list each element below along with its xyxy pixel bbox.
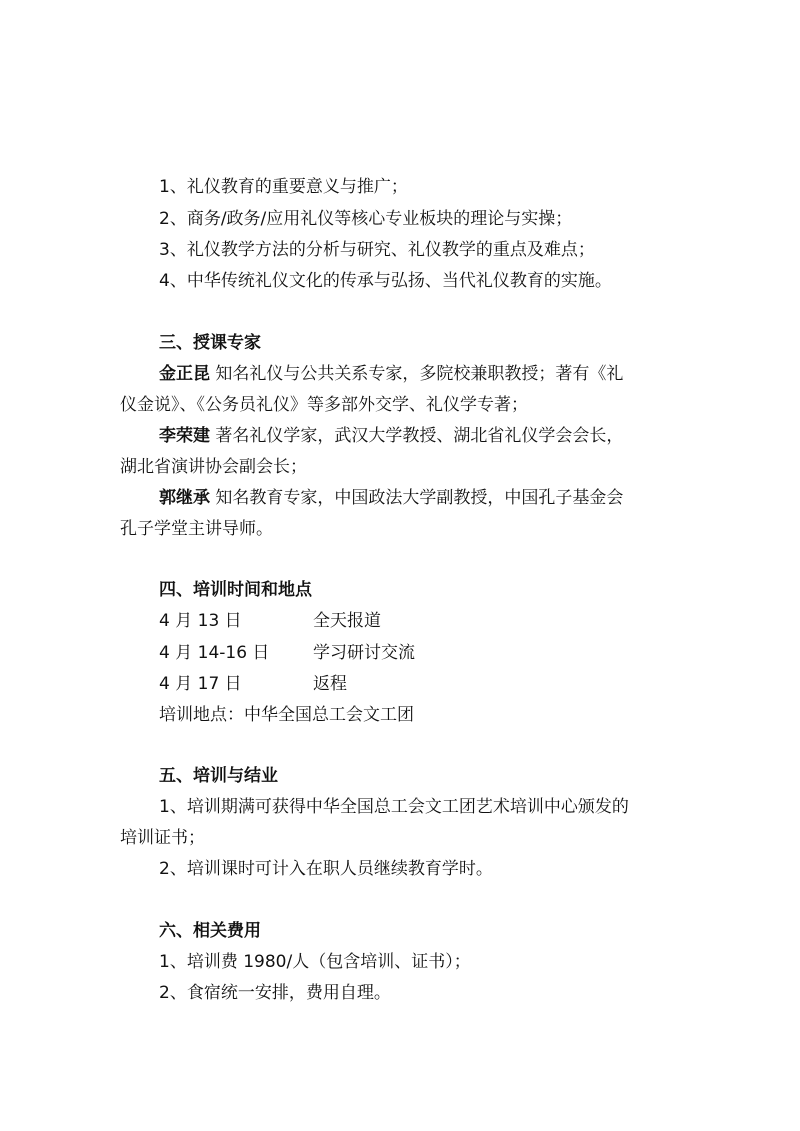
expert-desc-continued: 孔子学堂主讲导师。 xyxy=(120,519,273,539)
section-heading-experts: 三、授课专家 xyxy=(159,333,261,353)
topic-item: 3、礼仪教学方法的分析与研究、礼仪教学的重点及难点； xyxy=(159,240,595,260)
completion-item: 1、培训期满可获得中华全国总工会文工团艺术培训中心颁发的 xyxy=(159,797,629,817)
schedule-activity: 返程 xyxy=(313,674,347,694)
schedule-row xyxy=(159,608,739,634)
schedule-row xyxy=(159,671,739,697)
schedule-activity: 学习研讨交流 xyxy=(313,643,415,663)
section-heading-fees: 六、相关费用 xyxy=(159,921,261,941)
section-heading-completion: 五、培训与结业 xyxy=(159,766,278,786)
expert-entry xyxy=(159,361,739,387)
expert-name: 郭继承 xyxy=(159,488,210,508)
fee-item: 1、培训费 1980/人（包含培训、证书）； xyxy=(159,952,471,972)
schedule-activity: 全天报道 xyxy=(313,611,381,631)
topic-item: 1、礼仪教育的重要意义与推广； xyxy=(159,177,408,197)
fee-item: 2、食宿统一安排，费用自理。 xyxy=(159,983,391,1003)
expert-desc: 知名教育专家，中国政法大学副教授，中国孔子基金会 xyxy=(210,488,624,508)
schedule-date: 4 月 17 日 xyxy=(159,674,242,694)
schedule-date: 4 月 14-16 日 xyxy=(159,643,270,663)
completion-item-continued: 培训证书； xyxy=(120,828,205,848)
section-heading-schedule: 四、培训时间和地点 xyxy=(159,580,312,600)
expert-desc: 著名礼仪学家，武汉大学教授、湖北省礼仪学会会长， xyxy=(210,426,624,446)
topic-item: 4、中华传统礼仪文化的传承与弘扬、当代礼仪教育的实施。 xyxy=(159,271,612,291)
topic-item: 2、商务/政务/应用礼仪等核心专业板块的理论与实操； xyxy=(159,209,573,229)
expert-entry xyxy=(159,485,739,511)
expert-desc-continued: 湖北省演讲协会副会长； xyxy=(120,457,307,477)
expert-name: 金正昆 xyxy=(159,364,210,384)
expert-entry xyxy=(159,423,739,449)
expert-desc: 知名礼仪与公共关系专家，多院校兼职教授；著有《礼 xyxy=(210,364,624,384)
expert-name: 李荣建 xyxy=(159,426,210,446)
schedule-date: 4 月 13 日 xyxy=(159,611,242,631)
training-location: 培训地点：中华全国总工会文工团 xyxy=(159,705,414,725)
schedule-row xyxy=(159,640,739,666)
expert-desc-continued: 仪金说》、《公务员礼仪》等多部外交学、礼仪学专著； xyxy=(120,395,528,415)
completion-item: 2、培训课时可计入在职人员继续教育学时。 xyxy=(159,859,493,879)
